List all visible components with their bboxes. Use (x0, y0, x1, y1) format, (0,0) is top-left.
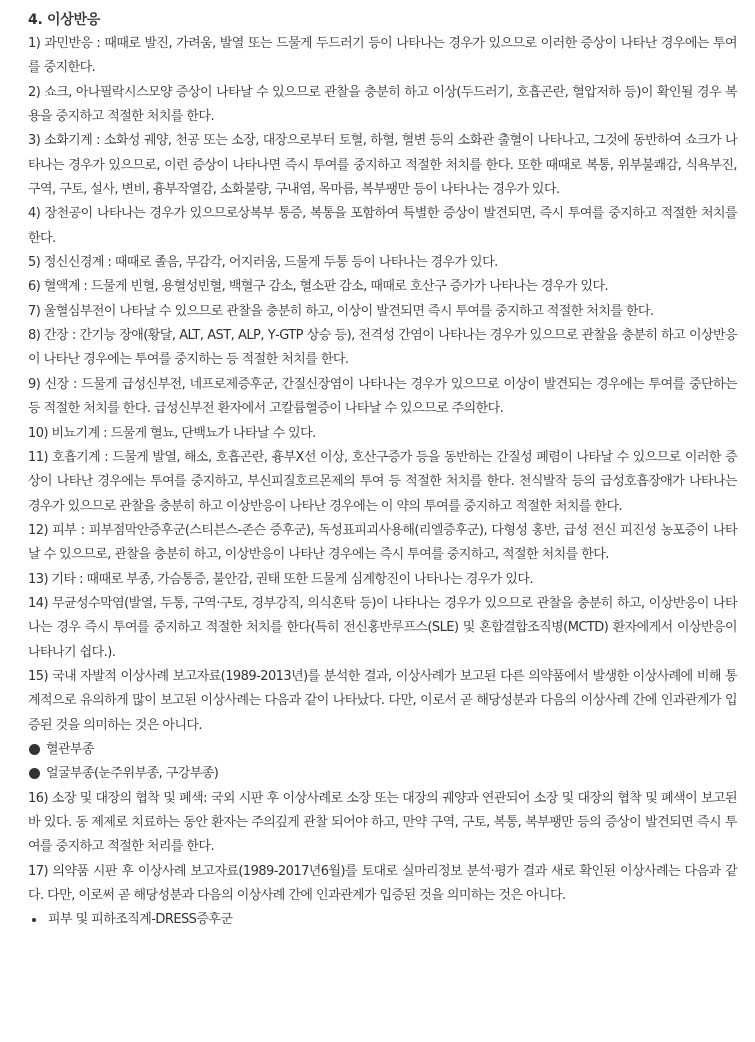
item-2-shock: 2) 쇼크, 아나필락시스모양 증상이 나타날 수 있으므로 관찰을 충분히 하고 이상(두드러기, 호흡곤란, 혈압저하 등)이 확인될 경우 복용을 중지하고 적절한 처치를 한다. (28, 84, 737, 125)
sub-list-text: 피부 및 피하조직계-DRESS증후군 (48, 912, 233, 928)
bullet-circle-icon (29, 744, 40, 755)
bullet-item (28, 738, 737, 762)
item-3-digestive: 3) 소화기계 : 소화성 궤양, 천공 또는 소장, 대장으로부터 토혈, 하혈, 혈변 등의 소화관 출혈이 나타나고, 그것에 동반하여 쇼크가 나타나는 경우가 있으므로, 이런 증상이 나타나면 즉시 투여를 중지하고 적절한 처치를 한다. 또한 때때로 복통, 위부불쾌감, 식욕부진, 구역, 구토, 설사, 변비, 흉부작열감, 소화불량, 구내염, 목마름, 복부팽만 등이 나타나는 경우가 있다. (28, 133, 737, 198)
item-6-blood: 6) 혈액계 : 드물게 빈혈, 용혈성빈혈, 백혈구 감소, 혈소판 감소, 때때로 호산구 증가가 나타나는 경우가 있다. (28, 279, 609, 295)
item-17-post-marketing: 17) 의약품 시판 후 이상사례 보고자료(1989-2017년6월)를 토대로 실마리정보 분석·평가 결과 새로 확인된 이상사례는 다음과 같다. 다만, 이로써 곧 해당성분과 다음의 이상사례 간에 인과관계가 입증된 것을 의미하는 것은 아니다. (28, 863, 737, 904)
bullet-dot-icon (32, 918, 36, 922)
item-10-urinary: 10) 비뇨기계 : 드물게 혈뇨, 단백뇨가 나타날 수 있다. (28, 425, 316, 441)
item-9-kidney: 9) 신장 : 드물게 급성신부전, 네프로제증후군, 간질신장염이 나타나는 경우가 있으므로 이상이 발견되는 경우에는 투여를 중단하는 등 적절한 처치를 한다. 급성신부전 환자에서 고칼륨혈증이 나타날 수 있으므로 주의한다. (28, 376, 737, 417)
item-8-liver: 8) 간장 : 간기능 장애(황달, ALT, AST, ALP, Υ-GTP 상승 등), 전격성 간염이 나타나는 경우가 있으므로 관찰을 충분히 하고 이상반응이 나타난 경우에는 투여를 중지하는 등 적절한 처치를 한다. (28, 328, 737, 368)
item-1-hypersensitivity: 1) 과민반응 : 때때로 발진, 가려움, 발열 또는 드물게 두드러기 등이 나타나는 경우가 있으므로 이러한 증상이 나타난 경우에는 투여를 중지한다. (28, 36, 737, 76)
section-title: 4. 이상반응 (28, 12, 100, 28)
item-12-skin: 12) 피부 : 피부점막안증후군(스티븐스-존슨 증후군), 독성표피괴사용해(리엘증후군), 다형성 홍반, 급성 전신 피진성 농포증이 나타날 수 있으므로, 관찰을 충분히 하고, 이상반응이 나타난 경우에는 즉시 투여를 중지하고, 적절한 처치를 한다. (28, 522, 737, 563)
item-13-other: 13) 기타 : 때때로 부종, 가슴통증, 불안감, 권태 또한 드물게 심계항진이 나타나는 경우가 있다. (28, 571, 533, 587)
sub-list-item (28, 908, 737, 932)
item-15-domestic-reports: 15) 국내 자발적 이상사례 보고자료(1989-2013년)를 분석한 결과, 이상사례가 보고된 다른 의약품에서 발생한 이상사례에 비해 통계적으로 유의하게 많이 보고된 이상사례는 다음과 같이 나타났다. 다만, 이로서 곧 해당성분과 다음의 이상사례 간에 인과관계가 입증된 것을 의미하는 것은 아니다. (28, 668, 737, 733)
bullet-text: 얼굴부종(눈주위부종, 구강부종) (46, 766, 219, 782)
bullet-item (28, 762, 737, 786)
item-16-stenosis: 16) 소장 및 대장의 협착 및 폐색: 국외 시판 후 이상사례로 소장 또는 대장의 궤양과 연관되어 소장 및 대장의 협착 및 폐색이 보고된바 있다. 동 제제로 치료하는 동안 환자는 주의깊게 관찰 되어야 하고, 만약 구역, 구토, 복통, 복부팽만 등의 증상이 발견되면 즉시 투여를 중지하고 적절한 처리를 한다. (28, 790, 737, 855)
item-11-respiratory: 11) 호흡기계 : 드물게 발열, 해소, 호흡곤란, 흉부X선 이상, 호산구증가 등을 동반하는 간질성 폐렴이 나타날 수 있으므로 이러한 증상이 나타난 경우에는 투여를 중지하고, 부신피질호르몬제의 투여 등 적절한 처치를 한다. 천식발작 등의 급성호흡장애가 나타나는 경우가 있으므로 관찰을 충분히 하고 이상반응이 나타난 경우에는 이 약의 투여를 중지하고 적절한 처치를 한다. (28, 449, 737, 514)
bullet-circle-icon (29, 768, 40, 779)
item-5-neuropsychiatric: 5) 정신신경계 : 때때로 졸음, 무감각, 어지러움, 드물게 두통 등이 나타나는 경우가 있다. (28, 255, 498, 271)
item-4-intestinal-perforation: 4) 장천공이 나타나는 경우가 있으므로상복부 통증, 복통을 포함하여 특별한 증상이 발견되면, 즉시 투여를 중지하고 적절한 처치를 한다. (28, 206, 737, 246)
item-14-aseptic-meningitis: 14) 무균성수막염(발열, 두통, 구역·구토, 경부강직, 의식혼탁 등)이 나타나는 경우가 있으므로 관찰을 충분히 하고, 이상반응이 나타나는 경우 즉시 투여를 중지하고 적절한 처치를 한다(특히 전신홍반루프스(SLE) 및 혼합결합조직병(MCTD) 환자에게서 이상반응이 나타나기 쉽다.). (28, 595, 737, 660)
bullet-text: 혈관부종 (46, 741, 95, 757)
item-7-heart-failure: 7) 울혈심부전이 나타날 수 있으므로 관찰을 충분히 하고, 이상이 발견되면 즉시 투여를 중지하고 적절한 처치를 한다. (28, 303, 654, 319)
